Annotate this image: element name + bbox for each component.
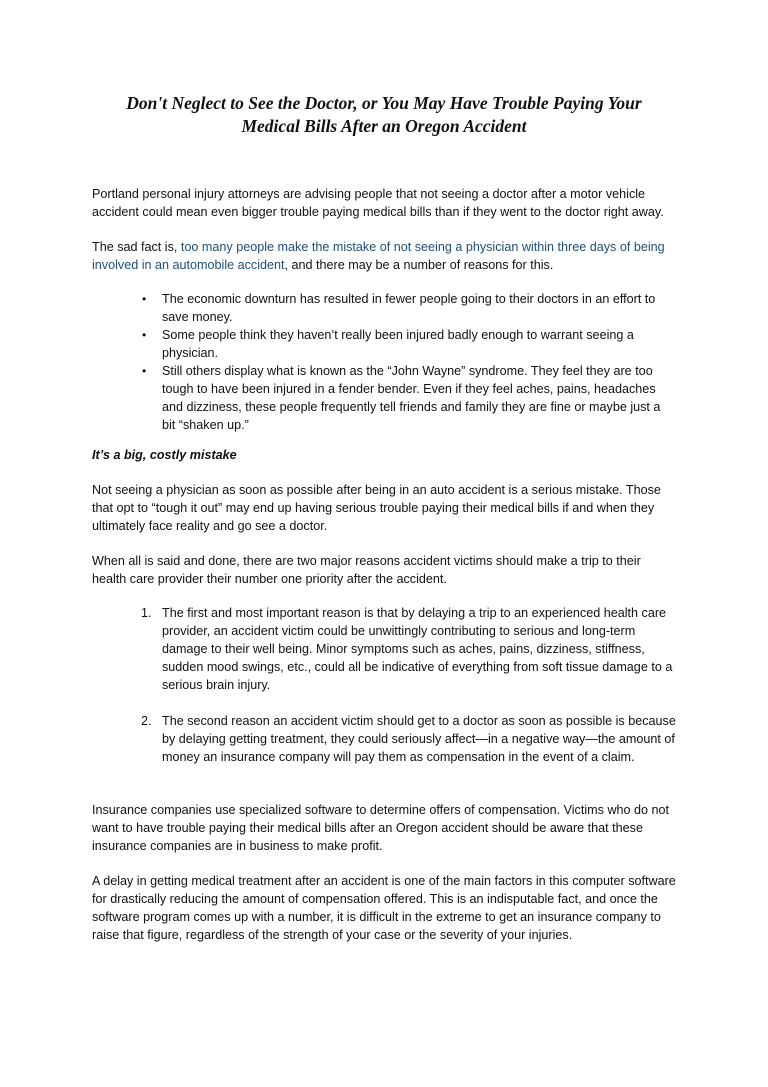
list-item: [92, 290, 676, 326]
physician-link[interactable]: too many people make the mistake of not seeing a physician within three days of being involved in an automobile accident: [92, 240, 665, 272]
document-title: [92, 92, 676, 138]
list-item-text: Still others display what is known as the “John Wayne” syndrome. They feel they are too tough to have been injured in a fender bender. Even if they feel aches, pains, headaches and dizziness, these people frequently tell friends and family they are fine or maybe just a bit “shaken up.”: [162, 364, 661, 432]
sad-fact-prefix: The sad fact is,: [92, 240, 181, 254]
list-item: [92, 326, 676, 362]
numbered-reasons-list: [92, 604, 676, 766]
title-line-2: Medical Bills After an Oregon Accident: [241, 116, 527, 136]
bullet-icon: •: [142, 364, 147, 378]
reasons-list: [92, 290, 676, 434]
paragraph-mistake: Not seeing a physician as soon as possible after being in an auto accident is a serious mistake. Those that opt to “tough it out” may end up having serious trouble paying their medical bills if and when they ultimately face reality and go see a doctor.: [92, 483, 661, 533]
list-number: 2.: [141, 714, 152, 728]
paragraph-delay: A delay in getting medical treatment after an accident is one of the main factors in this computer software for drastically reducing the amount of compensation offered. This is an indisputable fact, and once the software program comes up with a number, it is difficult in the extreme to get an insurance company to raise that figure, regardless of the strength of your case or the severity of your injuries.: [92, 874, 676, 942]
list-number: 1.: [141, 606, 152, 620]
paragraph-intro: Portland personal injury attorneys are advising people that not seeing a doctor after a motor vehicle accident could mean even bigger trouble paying medical bills than if they went to the doctor right away.: [92, 187, 664, 219]
list-item: [92, 712, 676, 766]
paragraph-insurance: Insurance companies use specialized software to determine offers of compensation. Victims who do not want to have trouble paying their medical bills after an Oregon accident should be aware that these insurance companies are in business to make profit.: [92, 803, 670, 853]
list-item-text: Some people think they haven’t really been injured badly enough to warrant seeing a physician.: [162, 328, 634, 360]
list-item: [92, 362, 676, 434]
sad-fact-suffix: , and there may be a number of reasons for this.: [284, 258, 554, 272]
list-item: [92, 604, 676, 694]
list-item-text: The first and most important reason is that by delaying a trip to an experienced health care provider, an accident victim could be unwittingly contributing to serious and long-term damage to their well being. Minor symptoms such as aches, pains, dizziness, stiffness, sudden mood swings, etc., could all be indicative of everything from soft tissue damage to a serious brain injury.: [162, 606, 673, 692]
bullet-icon: •: [142, 292, 147, 306]
list-item-text: The second reason an accident victim should get to a doctor as soon as possible is because by delaying getting treatment, they could seriously affect—in a negative way—the amount of money an insurance company will pay them as compensation in the event of a claim.: [162, 714, 676, 764]
paragraph-two-reasons: When all is said and done, there are two major reasons accident victims should make a trip to their health care provider their number one priority after the accident.: [92, 554, 641, 586]
section-heading: It’s a big, costly mistake: [92, 448, 237, 462]
document-page: [92, 92, 676, 961]
bullet-icon: •: [142, 328, 147, 342]
list-item-text: The economic downturn has resulted in fewer people going to their doctors in an effort to save money.: [162, 292, 656, 324]
title-line-1: Don't Neglect to See the Doctor, or You May Have Trouble Paying Your: [126, 93, 642, 113]
paragraph-sad-fact: [92, 238, 676, 274]
